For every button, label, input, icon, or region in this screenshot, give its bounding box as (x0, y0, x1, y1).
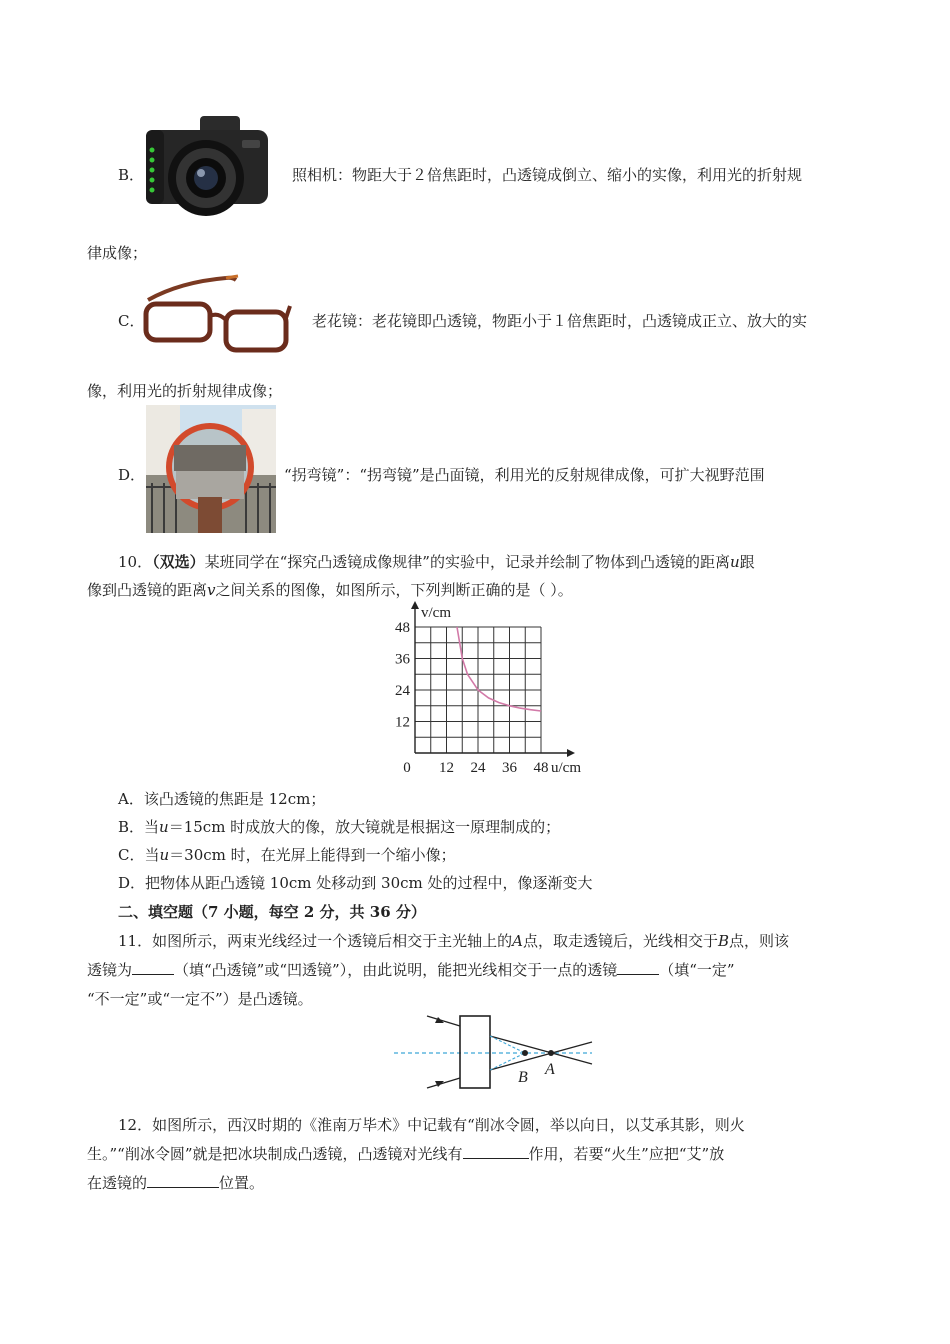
x-tick-label: 0 (403, 760, 411, 776)
q11-text-1c: 点，则该 (729, 932, 790, 950)
q12-line-2 (87, 1143, 724, 1164)
option-b-letter: B． (118, 166, 145, 184)
uv-chart (378, 600, 598, 780)
y-tick-label: 36 (395, 651, 410, 668)
y-axis-label: v/cm (421, 605, 451, 621)
q10-choice-c (118, 844, 456, 865)
q11-line-2 (87, 959, 735, 980)
x-tick-label: 36 (502, 760, 517, 776)
q11-text-2a: 透镜为 (87, 961, 133, 979)
q11-blank-2[interactable] (617, 960, 659, 975)
x-axis-label: u/cm (551, 760, 581, 776)
q10-line-2 (87, 579, 573, 600)
y-axis-arrow (411, 601, 419, 609)
convex-mirror-image (146, 405, 276, 533)
q10-text-1a: 某班同学在“探究凸透镜成像规律”的实验中，记录并绘制了物体到凸透镜的距离 (204, 553, 730, 571)
camera-image (142, 112, 270, 222)
x-tick-label: 12 (439, 760, 454, 776)
reading-glasses-image (140, 272, 292, 358)
option-d-letter: D． (118, 466, 146, 484)
option-d-text: “拐弯镜”：“拐弯镜”是凸面镜，利用光的反射规律成像，可扩大视野范围 (284, 466, 765, 484)
lens-box (460, 1016, 490, 1088)
q10-choice-a: A．该凸透镜的焦距是 12cm； (118, 790, 326, 808)
q10-text-2a: 像到凸透镜的距离 (87, 581, 208, 599)
q11-text-1b: 点，取走透镜后，光线相交于 (522, 932, 718, 950)
q11-text-1a: 如图所示，两束光线经过一个透镜后相交于主光轴上的 (152, 932, 513, 950)
q10-choice-c-pre: C．当 (118, 846, 160, 864)
q12-text-3a: 在透镜的 (87, 1174, 148, 1192)
q12-text-2a: 生。”“削冰令圆”就是把冰块制成凸透镜，凸透镜对光线有 (87, 1145, 463, 1163)
q11-var-a: A (512, 932, 523, 950)
y-tick-label: 24 (395, 683, 410, 699)
q10-choice-c-var: u (159, 846, 170, 864)
option-b-text: 照相机：物距大于２倍焦距时，凸透镜成倒立、缩小的实像，利用光的折射规 (292, 166, 803, 184)
option-c-text: 老花镜：老花镜即凸透镜，物距小于１倍焦距时，凸透镜成正立、放大的实 (312, 312, 808, 330)
q11-line-1 (118, 930, 789, 951)
section-2-title: 二、填空题（7 小题，每空 2 分，共 36 分） (118, 903, 426, 921)
q10-choice-b-var: u (159, 818, 169, 836)
q10-choice-b-post: ＝15cm 时成放大的像，放大镜就是根据这一原理制成的； (168, 818, 561, 836)
q10-text-1b: 跟 (739, 553, 755, 571)
q10-tag: （双选） (152, 553, 205, 571)
y-tick-label: 48 (395, 620, 410, 636)
fig-label-b: B (518, 1069, 528, 1086)
q11-text-2c: （填“一定” (659, 961, 735, 979)
q12-blank-1[interactable] (463, 1144, 529, 1159)
q10-choice-d: D．把物体从距凸透镜 10cm 处移动到 30cm 处的过程中，像逐渐变大 (118, 874, 593, 892)
q12-blank-2[interactable] (147, 1173, 219, 1188)
x-axis-arrow (567, 749, 575, 757)
q11-lens-figure (392, 1012, 594, 1090)
series-line-v-u (457, 627, 541, 711)
q11-blank-1[interactable] (132, 960, 174, 975)
option-c-letter: C． (118, 312, 145, 330)
q12-line-3 (87, 1172, 264, 1193)
option-b-continuation: 律成像； (87, 244, 148, 262)
q11-text-2b: （填“凸透镜”或“凹透镜”），由此说明，能把光线相交于一点的透镜 (174, 961, 618, 979)
x-tick-label: 48 (533, 760, 549, 776)
option-c-continuation: 像，利用光的折射规律成像； (87, 382, 283, 400)
q12-line-1: 12．如图所示，西汉时期的《淮南万毕术》中记载有“削冰令圆，举以向日，以艾承其影，则火 (118, 1116, 745, 1134)
q12-text-3b: 位置。 (219, 1174, 265, 1192)
q11-var-b: B (717, 932, 729, 950)
q10-choice-b (118, 816, 560, 837)
q12-text-2b: 作用，若要“火生”应把“艾”放 (528, 1145, 725, 1163)
q10-choice-c-post: ＝30cm 时，在光屏上能得到一个缩小像； (169, 846, 456, 864)
q11-number: 11． (118, 932, 153, 950)
q10-number: 10． (118, 553, 153, 571)
q10-var-v: v (207, 581, 216, 599)
q10-text-2b: 之间关系的图像，如图所示，下列判断正确的是（ ）。 (215, 581, 573, 599)
q11-line-3: “不一定”或“一定不”）是凸透镜。 (87, 990, 313, 1008)
q10-choice-b-pre: B．当 (118, 818, 160, 836)
fig-label-a: A (545, 1061, 555, 1078)
x-tick-label: 24 (470, 760, 486, 776)
q10-line-1 (118, 551, 755, 572)
y-tick-label: 12 (395, 714, 410, 731)
q10-var-u: u (729, 553, 740, 571)
